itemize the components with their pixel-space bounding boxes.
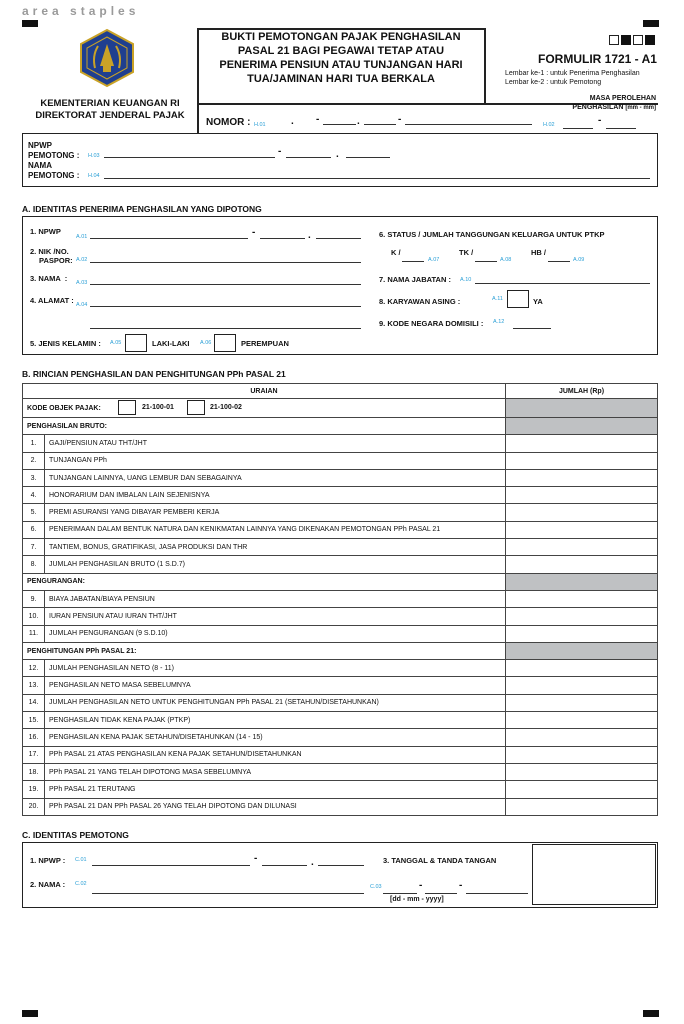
a-npwp-label: 1. NPWP: [30, 227, 61, 236]
kode-objek-label: KODE OBJEK PAJAK:: [27, 404, 101, 412]
a-perempuan-checkbox[interactable]: [214, 334, 236, 352]
table-row: [23, 712, 658, 729]
kode-objek-amount: [506, 399, 658, 418]
c-nama-label: 2. NAMA :: [30, 880, 66, 889]
section-a-title: A. IDENTITAS PENERIMA PENGHASILAN YANG DIPOTONG: [22, 204, 262, 214]
row-number: 2.: [23, 452, 45, 469]
table-row: [23, 435, 658, 452]
pemotong-nama-label: NAMA PEMOTONG :: [28, 161, 80, 180]
form-number-label: FORMULIR 1721 - A1: [538, 52, 657, 66]
row-number: 8.: [23, 556, 45, 573]
row-number: 13.: [23, 677, 45, 694]
a-npwp-field-3[interactable]: [316, 238, 361, 239]
a-asing-code: A.11: [492, 296, 503, 302]
pemotong-box: [22, 134, 658, 187]
penghitungan-amount-field[interactable]: [506, 712, 658, 729]
table-row: [23, 539, 658, 556]
c-npwp-code: C.01: [75, 857, 87, 863]
row-description: PPh PASAL 21 YANG TELAH DIPOTONG MASA SEBELUMNYA: [45, 763, 506, 780]
row-description: TANTIEM, BONUS, GRATIFIKASI, JASA PRODUKSI DAN THR: [45, 539, 506, 556]
penghitungan-amount-field[interactable]: [506, 677, 658, 694]
row-number: 18.: [23, 763, 45, 780]
lembar-2-note: Lembar ke-2 : untuk Pemotong: [505, 79, 602, 86]
row-description: JUMLAH PENGHASILAN NETO UNTUK PENGHITUNGAN PPh PASAL 21 (SETAHUN/DISETAHUNKAN): [45, 694, 506, 711]
row-number: 7.: [23, 539, 45, 556]
a-negara-label: 9. KODE NEGARA DOMISILI :: [379, 319, 484, 328]
lembar-1-note: Lembar ke-1 : untuk Penerima Penghasilan: [505, 70, 640, 77]
c-tgl-dash-2: -: [459, 880, 463, 891]
a-tk-label: TK /: [459, 248, 474, 257]
penghitungan-head-amount: [506, 642, 658, 659]
c-tgl-dash-1: -: [419, 880, 423, 891]
a-jabatan-label: 7. NAMA JABATAN :: [379, 275, 451, 284]
kode2-checkbox[interactable]: [187, 400, 205, 415]
a-hb-code: A.09: [573, 257, 585, 263]
c-npwp-field-2[interactable]: [262, 865, 307, 866]
pemotong-npwp-code: H.03: [88, 153, 100, 159]
c-signature-box[interactable]: [532, 844, 656, 905]
a-nama-field[interactable]: [90, 284, 361, 285]
pemotong-npwp-dash: -: [278, 146, 282, 157]
form-title: BUKTI PEMOTONGAN PAJAK PENGHASILAN PASAL 21 BAGI PEGAWAI TETAP ATAU PENERIMA PENSIUN ATAU TUNJANGAN HARI TUA/JAMINAN HARI TUA BERKALA: [219, 31, 463, 85]
a-negara-code: A.12: [493, 319, 505, 325]
bruto-amount-field[interactable]: [506, 504, 658, 521]
masa-dash: -: [598, 115, 602, 126]
row-description: BIAYA JABATAN/BIAYA PENSIUN: [45, 590, 506, 607]
table-row: [23, 694, 658, 711]
table-row: [23, 625, 658, 642]
a-npwp-dot: .: [308, 230, 311, 241]
a-perempuan-code: A.06: [200, 340, 212, 346]
row-description: PREMI ASURANSI YANG DIBAYAR PEMBERI KERJA: [45, 504, 506, 521]
table-row: [23, 660, 658, 677]
pengurangan-amount-field[interactable]: [506, 608, 658, 625]
row-number: 9.: [23, 590, 45, 607]
nomor-dot-2: .: [357, 116, 360, 127]
c-tgl-dd-field[interactable]: [383, 893, 417, 894]
penghitungan-amount-field[interactable]: [506, 781, 658, 798]
a-tk-field[interactable]: [475, 261, 497, 262]
col-uraian-header: URAIAN: [23, 384, 506, 399]
row-description: JUMLAH PENGHASILAN NETO (8 - 11): [45, 660, 506, 677]
a-npwp-field-1[interactable]: [90, 238, 248, 239]
table-row: [23, 504, 658, 521]
bruto-amount-field[interactable]: [506, 452, 658, 469]
row-description: PPh PASAL 21 ATAS PENGHASILAN KENA PAJAK SETAHUN/DISETAHUNKAN: [45, 746, 506, 763]
corner-mark-top-right: [643, 20, 659, 27]
a-k-label: K /: [391, 248, 401, 257]
penghitungan-amount-field[interactable]: [506, 660, 658, 677]
section-c-title: C. IDENTITAS PEMOTONG: [22, 830, 129, 840]
penghitungan-amount-field[interactable]: [506, 746, 658, 763]
c-npwp-label: 1. NPWP :: [30, 856, 66, 865]
row-description: JUMLAH PENGURANGAN (9 S.D.10): [45, 625, 506, 642]
row-description: PENGHASILAN NETO MASA SEBELUMNYA: [45, 677, 506, 694]
nomor-dot-1: .: [291, 116, 294, 127]
row-description: TUNJANGAN PPh: [45, 452, 506, 469]
a-ya-label: YA: [533, 297, 543, 306]
masa-start-field[interactable]: [563, 128, 593, 129]
penghitungan-amount-field[interactable]: [506, 729, 658, 746]
table-row: [23, 590, 658, 607]
a-nik-field[interactable]: [90, 262, 361, 263]
a-laki-label: LAKI-LAKI: [152, 339, 190, 348]
a-alamat-field-2[interactable]: [90, 328, 361, 329]
pemotong-nama-code: H.04: [88, 173, 100, 179]
row-number: 10.: [23, 608, 45, 625]
watermark-text: area staples: [22, 4, 140, 18]
a-npwp-dash: -: [252, 227, 256, 238]
c-npwp-dash: -: [254, 853, 258, 864]
penghitungan-head-label: PENGHITUNGAN PPh PASAL 21:: [23, 642, 506, 659]
kode-objek-row: [23, 399, 658, 418]
a-laki-code: A.05: [110, 340, 122, 346]
pemotong-nama-field[interactable]: [104, 178, 650, 179]
bruto-header-row: [23, 418, 658, 435]
bruto-amount-field[interactable]: [506, 556, 658, 573]
nomor-dash-1: -: [316, 114, 320, 125]
c-npwp-field-3[interactable]: [318, 865, 364, 866]
pengurangan-amount-field[interactable]: [506, 625, 658, 642]
pemotong-npwp-dot: .: [336, 149, 339, 160]
a-alamat-label: 4. ALAMAT :: [30, 296, 74, 305]
c-tgl-format: [dd - mm - yyyy]: [390, 896, 444, 903]
row-number: 6.: [23, 521, 45, 538]
corner-mark-bottom-right: [643, 1010, 659, 1017]
a-nik-code: A.02: [76, 257, 88, 263]
section-b-title: B. RINCIAN PENGHASILAN DAN PENGHITUNGAN PPh PASAL 21: [22, 369, 286, 379]
row-description: TUNJANGAN LAINNYA, UANG LEMBUR DAN SEBAGAINYA: [45, 469, 506, 486]
row-number: 5.: [23, 504, 45, 521]
a-negara-field[interactable]: [513, 328, 551, 329]
row-description: PENGHASILAN KENA PAJAK SETAHUN/DISETAHUNKAN (14 - 15): [45, 729, 506, 746]
a-jabatan-code: A.10: [460, 277, 472, 283]
corner-mark-bottom-left: [22, 1010, 38, 1017]
c-npwp-dot: .: [311, 857, 314, 868]
a-nik-label: 2. NIK /NO. PASPOR:: [30, 247, 73, 265]
pengurangan-head-label: PENGURANGAN:: [23, 573, 506, 590]
a-alamat-field-1[interactable]: [90, 306, 361, 307]
kode1-label: 21-100-01: [142, 404, 174, 411]
table-row: [23, 556, 658, 573]
row-number: 3.: [23, 469, 45, 486]
c-tgl-code: C.03: [370, 884, 382, 890]
bruto-amount-field[interactable]: [506, 469, 658, 486]
c-npwp-field-1[interactable]: [92, 865, 250, 866]
pemotong-npwp-label: NPWP PEMOTONG :: [28, 141, 80, 160]
nomor-dash-2: -: [398, 114, 402, 125]
penghitungan-amount-field[interactable]: [506, 694, 658, 711]
kode2-label: 21-100-02: [210, 404, 242, 411]
row-number: 14.: [23, 694, 45, 711]
rincian-table: [22, 383, 658, 816]
pemotong-npwp-field-1[interactable]: [104, 157, 275, 158]
table-row: [23, 487, 658, 504]
nomor-code: H.01: [254, 122, 266, 128]
masa-perolehan-label: MASA PEROLEHAN PENGHASILAN [mm - mm]: [572, 95, 656, 111]
a-asing-checkbox[interactable]: [507, 290, 529, 308]
row-number: 11.: [23, 625, 45, 642]
penghitungan-amount-field[interactable]: [506, 798, 658, 815]
a-npwp-field-2[interactable]: [260, 238, 305, 239]
a-tk-code: A.08: [500, 257, 512, 263]
bruto-head-amount: [506, 418, 658, 435]
a-k-field[interactable]: [402, 261, 424, 262]
penghitungan-amount-field[interactable]: [506, 763, 658, 780]
bruto-amount-field[interactable]: [506, 487, 658, 504]
bruto-amount-field[interactable]: [506, 435, 658, 452]
row-description: JUMLAH PENGHASILAN BRUTO (1 S.D.7): [45, 556, 506, 573]
header-divider-right: [484, 28, 486, 104]
masa-end-field[interactable]: [606, 128, 636, 129]
a-nama-code: A.03: [76, 280, 88, 286]
penghitungan-header-row: [23, 642, 658, 659]
a-status-label: 6. STATUS / JUMLAH TANGGUNGAN KELUARGA UNTUK PTKP: [379, 230, 605, 239]
row-number: 16.: [23, 729, 45, 746]
row-description: HONORARIUM DAN IMBALAN LAIN SEJENISNYA: [45, 487, 506, 504]
row-number: 19.: [23, 781, 45, 798]
table-row: [23, 781, 658, 798]
c-tgl-yyyy-field[interactable]: [466, 893, 528, 894]
c-tgl-mm-field[interactable]: [425, 893, 457, 894]
nomor-field-3[interactable]: [405, 124, 532, 125]
table-row: [23, 469, 658, 486]
table-row: [23, 608, 658, 625]
table-row: [23, 521, 658, 538]
pemotong-npwp-field-2[interactable]: [286, 157, 331, 158]
bruto-head-label: PENGHASILAN BRUTO:: [23, 418, 506, 435]
row-description: PPh PASAL 21 DAN PPh PASAL 26 YANG TELAH DIPOTONG DAN DILUNASI: [45, 798, 506, 815]
a-nama-label: 3. NAMA :: [30, 274, 68, 283]
bruto-amount-field[interactable]: [506, 539, 658, 556]
row-description: IURAN PENSIUN ATAU IURAN THT/JHT: [45, 608, 506, 625]
row-number: 4.: [23, 487, 45, 504]
table-row: [23, 798, 658, 815]
pengurangan-header-row: [23, 573, 658, 590]
masa-code: H.02: [543, 122, 555, 128]
c-ttd-label: 3. TANGGAL & TANDA TANGAN: [383, 856, 497, 865]
a-jk-label: 5. JENIS KELAMIN :: [30, 339, 101, 348]
table-row: [23, 677, 658, 694]
pengurangan-head-amount: [506, 573, 658, 590]
c-nama-code: C.02: [75, 881, 87, 887]
table-row: [23, 746, 658, 763]
a-hb-label: HB /: [531, 248, 546, 257]
row-number: 1.: [23, 435, 45, 452]
row-number: 15.: [23, 712, 45, 729]
pemotong-npwp-field-3[interactable]: [346, 157, 390, 158]
a-alamat-code: A.04: [76, 302, 88, 308]
pengurangan-amount-field[interactable]: [506, 590, 658, 607]
row-description: PENERIMAAN DALAM BENTUK NATURA DAN KENIKMATAN LAINNYA YANG DIKENAKAN PEMOTONGAN PPh PASAL 21: [45, 521, 506, 538]
row-description: PPh PASAL 21 TERUTANG: [45, 781, 506, 798]
c-nama-field[interactable]: [92, 893, 364, 894]
table-row: [23, 452, 658, 469]
a-jabatan-field[interactable]: [475, 283, 650, 284]
row-number: 20.: [23, 798, 45, 815]
ministry-name: KEMENTERIAN KEUANGAN RI DIREKTORAT JENDERAL PAJAK: [35, 98, 185, 121]
nomor-label: NOMOR :: [206, 117, 251, 128]
row-description: GAJI/PENSIUN ATAU THT/JHT: [45, 435, 506, 452]
a-laki-checkbox[interactable]: [125, 334, 147, 352]
a-k-code: A.07: [428, 257, 440, 263]
nomor-field-2[interactable]: [364, 124, 396, 125]
kode1-checkbox[interactable]: [118, 400, 136, 415]
a-asing-label: 8. KARYAWAN ASING :: [379, 297, 461, 306]
row-number: 12.: [23, 660, 45, 677]
col-jumlah-header: JUMLAH (Rp): [506, 384, 658, 399]
a-hb-field[interactable]: [548, 261, 570, 262]
bruto-amount-field[interactable]: [506, 521, 658, 538]
nomor-field-1[interactable]: [323, 124, 356, 125]
table-header-row: [23, 384, 658, 399]
corner-mark-top-left: [22, 20, 38, 27]
row-number: 17.: [23, 746, 45, 763]
table-row: [23, 763, 658, 780]
row-description: PENGHASILAN TIDAK KENA PAJAK (PTKP): [45, 712, 506, 729]
a-npwp-code: A.01: [76, 234, 88, 240]
a-perempuan-label: PEREMPUAN: [241, 339, 289, 348]
table-row: [23, 729, 658, 746]
